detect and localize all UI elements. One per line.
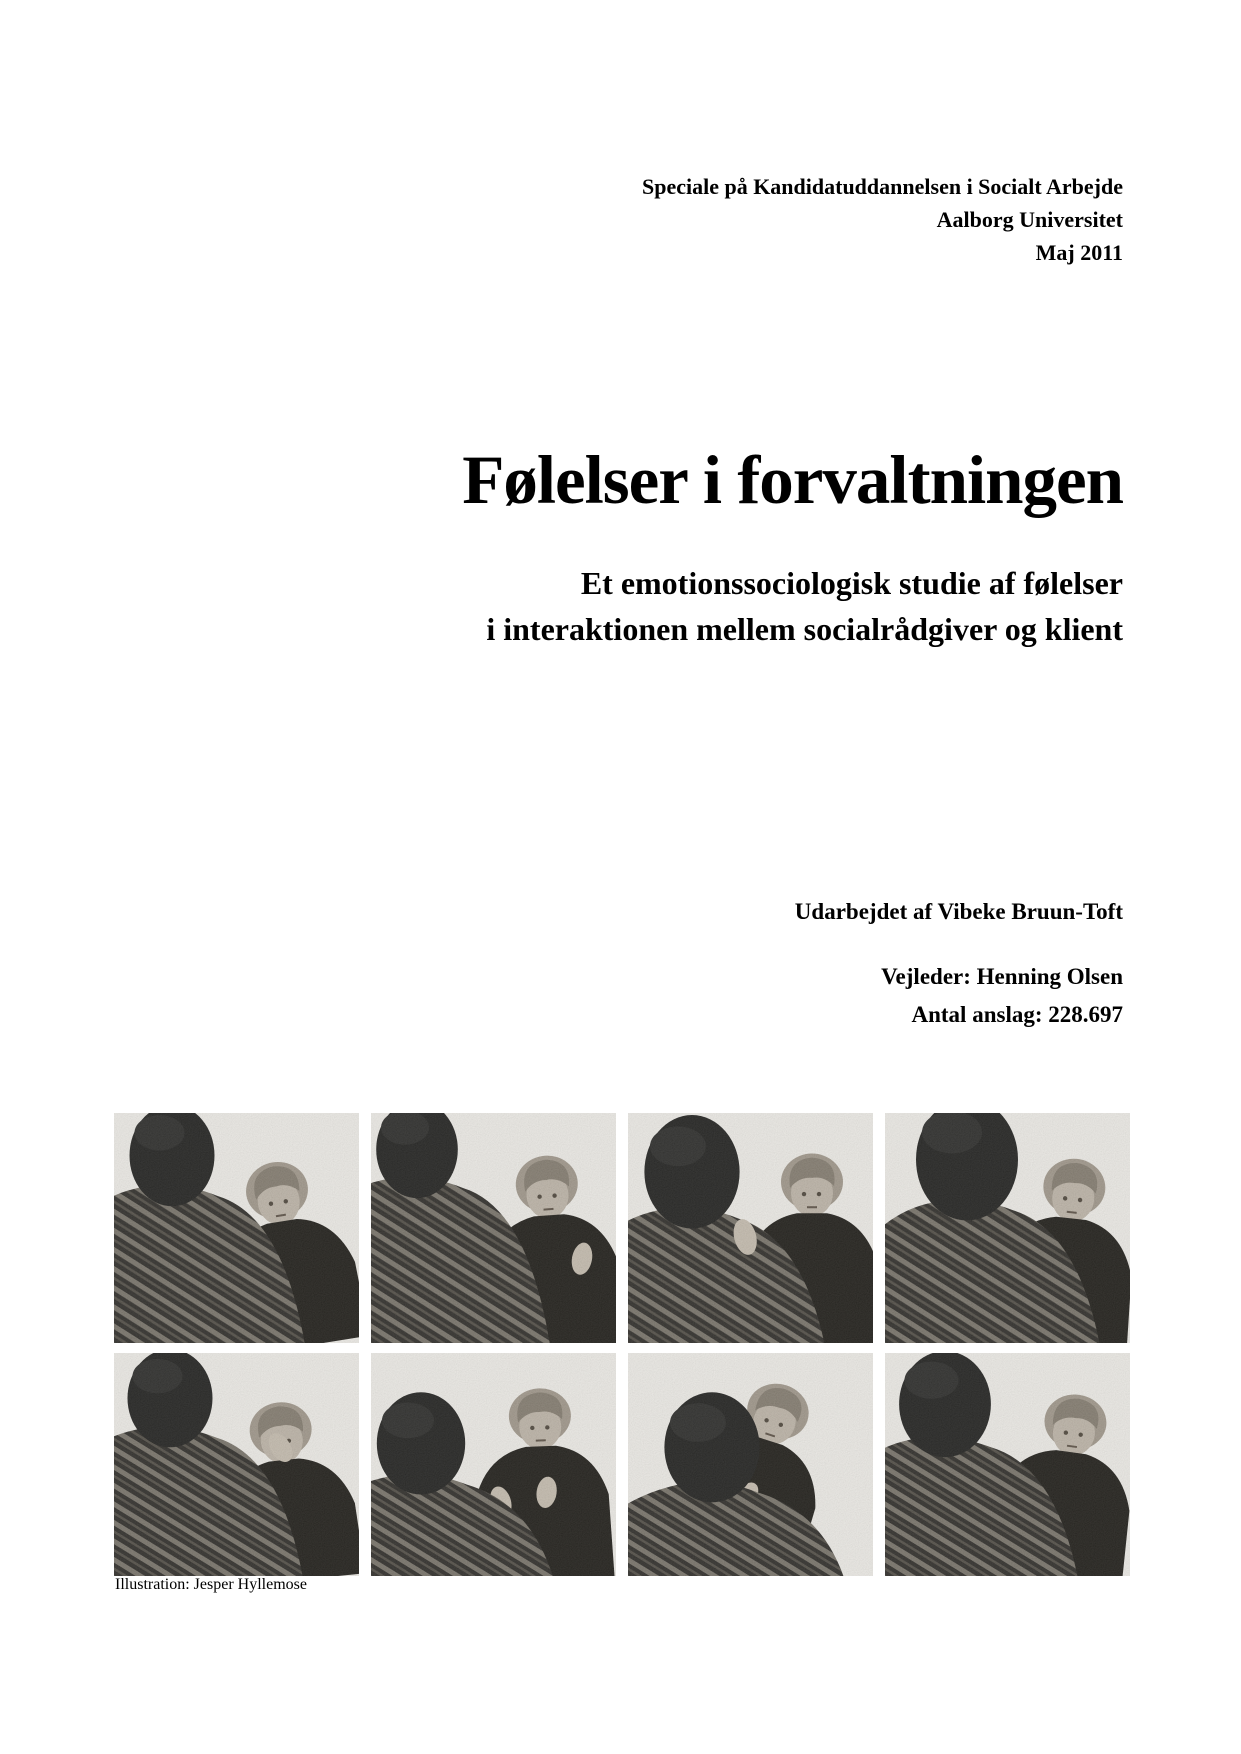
photo-frame-8 <box>885 1353 1130 1576</box>
photo-frame-2 <box>371 1113 616 1343</box>
photo-grid <box>114 1113 1130 1576</box>
subtitle-block <box>486 560 1123 652</box>
page-title: Følelser i forvaltningen <box>462 442 1123 518</box>
header-block <box>642 170 1123 269</box>
supervisor-line: Vejleder: Henning Olsen <box>881 964 1123 989</box>
character-count-line: Antal anslag: 228.697 <box>911 1002 1123 1027</box>
header-line-university: Aalborg Universitet <box>936 207 1123 232</box>
photo-frame-4 <box>885 1113 1130 1343</box>
supervisor-block <box>881 958 1123 1034</box>
photo-frame-6 <box>371 1353 616 1576</box>
photo-frame-3 <box>628 1113 873 1343</box>
subtitle-line-1: Et emotionssociologisk studie af følelser <box>580 565 1123 601</box>
photo-frame-1 <box>114 1113 359 1343</box>
header-line-program: Speciale på Kandidatuddannelsen i Socialt Arbejde <box>641 174 1123 199</box>
header-line-date: Maj 2011 <box>1035 240 1123 265</box>
photo-frame-7 <box>628 1353 873 1576</box>
illustration-credit: Illustration: Jesper Hyllemose <box>115 1576 307 1593</box>
photo-frame-5 <box>114 1353 359 1576</box>
author-line: Udarbejdet af Vibeke Bruun-Toft <box>794 899 1123 924</box>
subtitle-line-2: i interaktionen mellem socialrådgiver og klient <box>486 611 1123 647</box>
